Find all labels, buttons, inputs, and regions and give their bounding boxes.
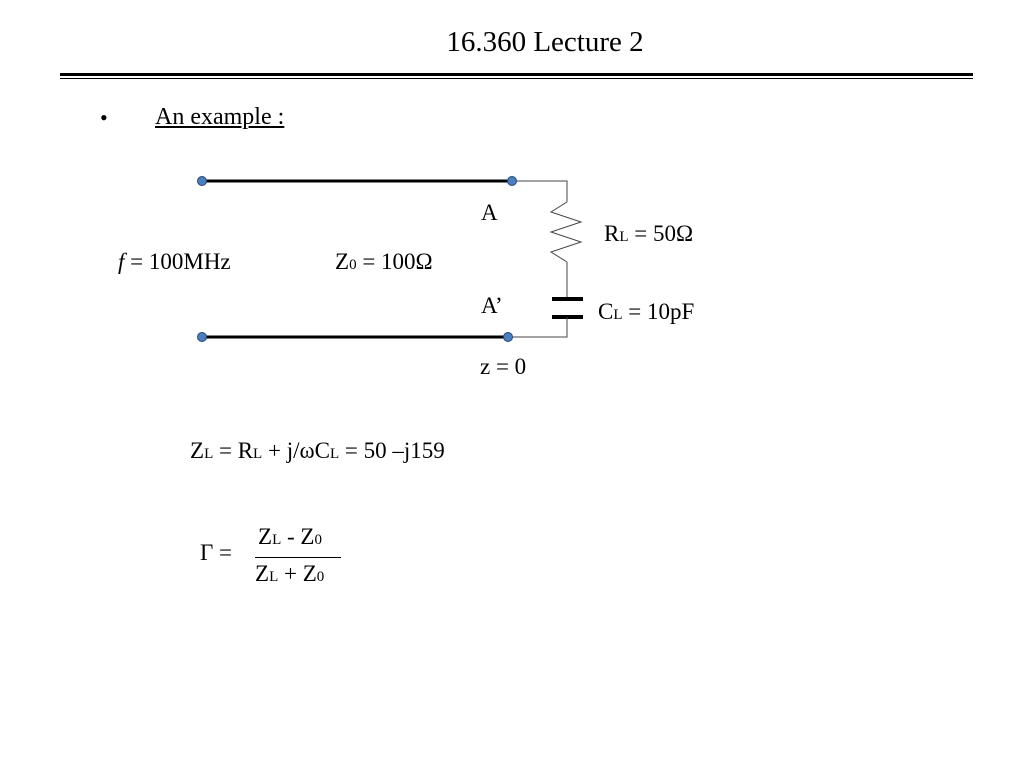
load-wire-top (512, 181, 567, 202)
bullet-marker: • (100, 105, 108, 130)
load-impedance-equation: ZL = RL + j/ωCL = 50 –j159 (190, 438, 445, 463)
load-capacitance-label: CL = 10pF (598, 299, 695, 324)
gamma-denominator: ZL + Z0 (255, 561, 325, 586)
characteristic-impedance-label: Z0 = 100Ω (335, 249, 433, 274)
load-resistance-label: RL = 50Ω (604, 221, 694, 246)
terminal-top-right (508, 177, 517, 186)
gamma-lhs: Γ = (200, 540, 233, 565)
node-label-a-prime: A’ (481, 293, 503, 318)
position-label: z = 0 (480, 354, 527, 379)
terminal-bottom-left (198, 333, 207, 342)
fraction-bar (255, 557, 341, 558)
terminal-top-left (198, 177, 207, 186)
load-wire-bottom (508, 317, 567, 337)
node-label-a: A (481, 200, 498, 225)
gamma-numerator: ZL - Z0 (258, 524, 322, 549)
resistor-symbol (551, 202, 581, 262)
bullet-text: An example : (155, 104, 285, 130)
slide-title: 16.360 Lecture 2 (446, 26, 644, 58)
terminal-bottom-right (504, 333, 513, 342)
frequency-label: f = 100MHz (118, 249, 231, 274)
